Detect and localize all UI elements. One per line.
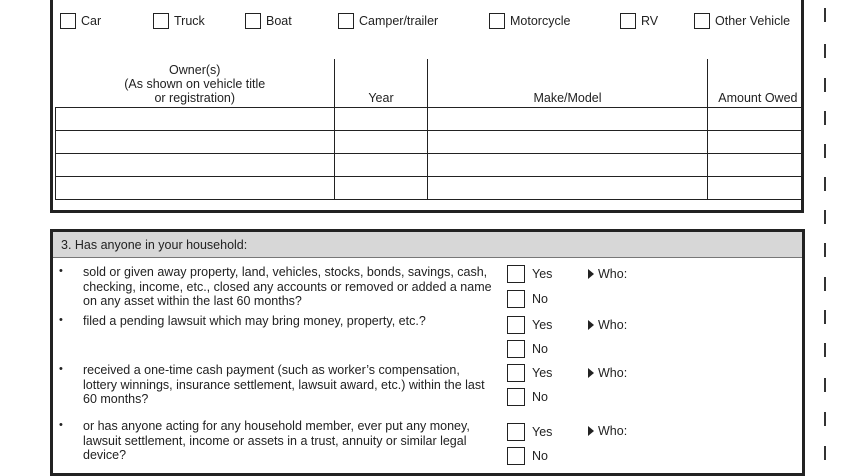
bullet: • xyxy=(59,363,63,375)
checkbox-label: Camper/trailer xyxy=(359,14,439,28)
amount-owed-cell[interactable] xyxy=(708,154,802,177)
bullet: • xyxy=(59,419,63,431)
margin-mark xyxy=(824,412,826,426)
vehicle-table xyxy=(55,59,802,200)
question-line: checking, income, etc., closed any accounts or removed or added a name xyxy=(83,279,492,294)
margin-mark xyxy=(824,277,826,291)
margin-mark xyxy=(824,310,826,324)
checkbox-label: Motorcycle xyxy=(510,14,571,28)
no-checkbox[interactable] xyxy=(507,290,525,308)
margin-mark xyxy=(824,446,826,460)
who-field[interactable] xyxy=(588,366,627,380)
yes-checkbox[interactable] xyxy=(507,423,525,441)
who-label: Who: xyxy=(598,318,628,332)
margin-mark xyxy=(824,177,826,191)
no-label: No xyxy=(532,342,548,356)
vehicle-type-rv[interactable] xyxy=(620,13,658,29)
household-header: 3. Has anyone in your household: xyxy=(53,232,802,258)
checkbox-label: Other Vehicle xyxy=(715,14,791,28)
table-row xyxy=(56,154,802,177)
question-line: filed a pending lawsuit which may bring money, property, etc.? xyxy=(83,314,426,328)
vehicle-type-camper-trailer[interactable] xyxy=(338,13,438,29)
who-label: Who: xyxy=(598,267,628,281)
yes-option[interactable] xyxy=(507,364,552,382)
question-line: or has anyone acting for any household member, ever put any money, xyxy=(83,419,470,433)
make-model-cell[interactable] xyxy=(428,131,708,154)
no-label: No xyxy=(532,292,548,306)
arrow-right-icon xyxy=(588,269,594,279)
owner-cell[interactable] xyxy=(56,108,335,131)
margin-mark xyxy=(824,243,826,257)
arrow-right-icon xyxy=(588,426,594,436)
owner-cell[interactable] xyxy=(56,154,335,177)
arrow-right-icon xyxy=(588,368,594,378)
owners-header-line1: Owner(s) xyxy=(169,63,221,77)
vehicle-type-other[interactable] xyxy=(694,13,790,29)
no-label: No xyxy=(532,390,548,404)
yes-option[interactable] xyxy=(507,265,552,283)
margin-mark xyxy=(824,144,826,158)
checkbox[interactable] xyxy=(620,13,636,29)
checkbox-label: RV xyxy=(641,14,659,28)
checkbox-label: Truck xyxy=(174,14,205,28)
owners-header xyxy=(56,59,335,108)
table-row xyxy=(56,108,802,131)
yes-checkbox[interactable] xyxy=(507,265,525,283)
yes-option[interactable] xyxy=(507,423,552,441)
owners-header-line3: or registration) xyxy=(154,91,236,105)
owner-cell[interactable] xyxy=(56,177,335,200)
margin-mark xyxy=(824,78,826,92)
owners-header-line2: (As shown on vehicle title xyxy=(124,77,266,91)
vehicle-type-car[interactable] xyxy=(60,13,101,29)
checkbox[interactable] xyxy=(60,13,76,29)
no-option[interactable] xyxy=(507,388,548,406)
question-line: sold or given away property, land, vehicles, stocks, bonds, savings, cash, xyxy=(83,265,488,279)
question-text xyxy=(83,419,498,463)
question-line: lawsuit settlement, income or assets in a trust, annuity or similar legal xyxy=(83,433,467,448)
amount-owed-header: Amount Owed xyxy=(708,59,802,108)
margin-mark xyxy=(824,111,826,125)
no-option[interactable] xyxy=(507,447,548,465)
who-field[interactable] xyxy=(588,318,627,332)
make-model-cell[interactable] xyxy=(428,177,708,200)
vehicle-type-boat[interactable] xyxy=(245,13,292,29)
yes-label: Yes xyxy=(532,425,553,439)
question-line: lottery winnings, insurance settlement, lawsuit award, etc.) within the last xyxy=(83,377,485,392)
year-cell[interactable] xyxy=(335,108,428,131)
year-cell[interactable] xyxy=(335,131,428,154)
margin-mark xyxy=(824,343,826,357)
make-model-header: Make/Model xyxy=(428,59,708,108)
yes-checkbox[interactable] xyxy=(507,364,525,382)
margin-mark xyxy=(824,8,826,22)
who-label: Who: xyxy=(598,424,628,438)
no-option[interactable] xyxy=(507,340,548,358)
no-checkbox[interactable] xyxy=(507,388,525,406)
question-line: 60 months? xyxy=(83,392,149,406)
checkbox[interactable] xyxy=(245,13,261,29)
year-cell[interactable] xyxy=(335,154,428,177)
amount-owed-cell[interactable] xyxy=(708,131,802,154)
table-row xyxy=(56,131,802,154)
yes-label: Yes xyxy=(532,318,553,332)
no-label: No xyxy=(532,449,548,463)
checkbox-label: Boat xyxy=(266,14,292,28)
margin-mark xyxy=(824,378,826,392)
yes-label: Yes xyxy=(532,366,553,380)
vehicle-section xyxy=(50,0,804,213)
table-row xyxy=(56,177,802,200)
question-line: device? xyxy=(83,448,127,462)
no-checkbox[interactable] xyxy=(507,340,525,358)
checkbox[interactable] xyxy=(489,13,505,29)
yes-label: Yes xyxy=(532,267,553,281)
question-line: received a one-time cash payment (such as worker’s compensation, xyxy=(83,363,460,377)
question-line: on any asset within the last 60 months? xyxy=(83,294,302,308)
bullet: • xyxy=(59,265,63,277)
who-label: Who: xyxy=(598,366,628,380)
arrow-right-icon xyxy=(588,320,594,330)
no-checkbox[interactable] xyxy=(507,447,525,465)
year-header: Year xyxy=(335,59,428,108)
vehicle-type-motorcycle[interactable] xyxy=(489,13,570,29)
checkbox[interactable] xyxy=(153,13,169,29)
checkbox[interactable] xyxy=(694,13,710,29)
checkbox[interactable] xyxy=(338,13,354,29)
checkbox-label: Car xyxy=(81,14,102,28)
amount-owed-cell[interactable] xyxy=(708,108,802,131)
yes-option[interactable] xyxy=(507,316,552,334)
owner-cell[interactable] xyxy=(56,131,335,154)
bullet: • xyxy=(59,314,63,326)
question-text xyxy=(83,314,498,329)
no-option[interactable] xyxy=(507,290,548,308)
make-model-cell[interactable] xyxy=(428,108,708,131)
margin-mark xyxy=(824,44,826,58)
question-text xyxy=(83,363,498,407)
household-section xyxy=(50,229,805,476)
who-field[interactable] xyxy=(588,424,627,438)
year-cell[interactable] xyxy=(335,177,428,200)
yes-checkbox[interactable] xyxy=(507,316,525,334)
who-field[interactable] xyxy=(588,267,627,281)
make-model-cell[interactable] xyxy=(428,154,708,177)
margin-mark xyxy=(824,210,826,224)
vehicle-type-truck[interactable] xyxy=(153,13,205,29)
amount-owed-cell[interactable] xyxy=(708,177,802,200)
question-text xyxy=(83,265,498,309)
